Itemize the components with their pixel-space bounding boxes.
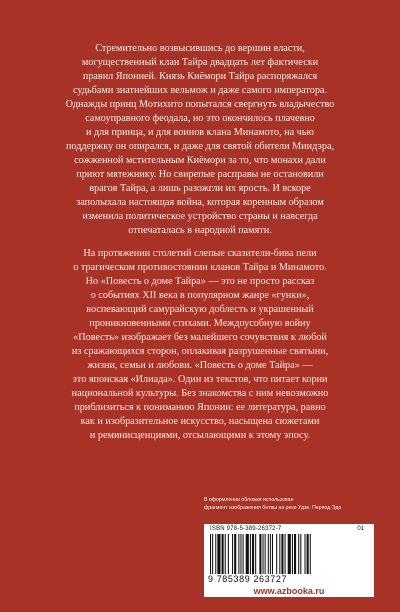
publisher-url[interactable]: www.azbooka.ru xyxy=(204,585,374,597)
text-line: Но «Повесть о доме Тайра» — это не просто рассказ xyxy=(85,276,315,287)
paragraph-2 xyxy=(44,247,356,443)
barcode-bar xyxy=(279,534,280,574)
barcode-bar xyxy=(222,534,224,574)
text-line: отпечаталась в народной памяти. xyxy=(128,225,272,236)
text-line: На протяжении столетий слепые сказители-бива пели xyxy=(83,248,317,259)
barcode-bar xyxy=(215,534,216,574)
barcode-bar xyxy=(228,534,229,574)
barcode-digits: 9 785389 263727 xyxy=(208,574,288,584)
barcode-bar xyxy=(265,534,266,574)
text-line: «Повесть» изображает без малейшего сочувствия к любой xyxy=(73,332,327,343)
text-line: приют мятежнику. Но свирепые расправы не остановили xyxy=(76,169,324,180)
text-line: национальной культуры. Без знакомства с ним невозможно xyxy=(71,388,329,399)
barcode-bar xyxy=(234,534,236,574)
text-line: как и изобразительное искусство, насыщена сюжетами xyxy=(80,416,320,427)
barcode-box xyxy=(204,524,374,586)
barcode-bar xyxy=(285,534,286,574)
text-line: Стремительно возвысившись до вершин власти, xyxy=(95,43,305,54)
barcode-bar xyxy=(217,534,220,574)
barcode-bar xyxy=(255,534,256,574)
barcode-bar xyxy=(281,534,283,574)
barcode-bar xyxy=(238,534,239,574)
barcode-bar xyxy=(270,534,271,574)
text-line: о трагическом противостоянии кланов Тайра и Минамото. xyxy=(73,262,327,273)
barcode-bar xyxy=(300,534,301,574)
text-line: жизни, семьи и любови. «Повесть о доме Тайра» — xyxy=(87,360,313,371)
text-line: правил Японией. Князь Киёмори Тайра распоряжался xyxy=(82,71,318,82)
text-line: изменила политическое устройство страны и навсегда xyxy=(82,211,318,222)
barcode-bar xyxy=(232,534,233,574)
text-line: заполыхала настоящая война, которая коренным образом xyxy=(76,197,324,208)
barcode-bar xyxy=(240,534,241,574)
barcode-bar xyxy=(210,534,211,574)
barcode-bar xyxy=(298,534,299,574)
text-line: о событиях XII века в популярном жанре «гунки», xyxy=(90,290,310,301)
text-line: Однажды принц Мотихито попытался свергнуть владычество xyxy=(65,99,335,110)
text-line: поддержку он опирался, и даже для святой обители Миидэра, xyxy=(65,141,335,152)
barcode-bar xyxy=(263,534,264,574)
barcode-bar xyxy=(307,534,309,574)
paragraph-1 xyxy=(44,42,356,238)
text-line: воспевающий самурайскую доблесть и украшенный xyxy=(86,304,314,315)
text-line: из сражающихся сторон, оплакивая разрушенные святыни, xyxy=(71,346,329,357)
barcode-bar xyxy=(268,534,269,574)
credit-line: фрагмент изображения битвы на реке Удзи. Период Эдо xyxy=(204,505,342,511)
barcode-bar xyxy=(259,534,261,574)
text-line: сожженной мстительным Киёмори за то, что монахи дали xyxy=(74,155,326,166)
barcode-bar xyxy=(225,534,226,574)
barcode-bars xyxy=(210,534,368,574)
text-line: проникновенными стихами. Междоусобную войну xyxy=(89,318,311,329)
text-line: и реминисценциями, отсылающими к этому эпосу. xyxy=(89,430,311,441)
barcode-bar xyxy=(212,534,213,574)
barcode-bar xyxy=(310,534,311,574)
text-line: могущественный клан Тайра двадцать лет фактически xyxy=(81,57,319,68)
barcode-bar xyxy=(276,534,277,574)
text-line: врагов Тайра, а лишь разожгли их ярость. И вскоре xyxy=(89,183,311,194)
text-line: это японская «Илиада». Один из текстов, что питает корни xyxy=(72,374,328,385)
text-line: и для принца, и для воинов клана Минамото, на чью xyxy=(85,127,315,138)
barcode-bar xyxy=(288,534,291,574)
text-line: судьбами знатнейших вельмож и даже самого императора. xyxy=(73,85,327,96)
cover-credit xyxy=(204,496,372,512)
barcode-bar xyxy=(292,534,293,574)
barcode-bar xyxy=(252,534,254,574)
barcode-bar xyxy=(294,534,296,574)
text-line: самоуправного феодала, но это окончилось плачевно xyxy=(85,113,315,124)
text-line: приблизиться к пониманию Японии: ее литература, равно xyxy=(74,402,326,413)
barcode-addon: 01 xyxy=(357,526,364,532)
barcode-bar xyxy=(305,534,306,574)
barcode-bar xyxy=(272,534,273,574)
barcode-bar xyxy=(243,534,244,574)
credit-line: В оформлении обложки использован xyxy=(204,497,294,503)
isbn-number: ISBN 978-5-389-26372-7 xyxy=(210,526,282,532)
barcode-bar xyxy=(250,534,251,574)
barcode-bar xyxy=(246,534,249,574)
